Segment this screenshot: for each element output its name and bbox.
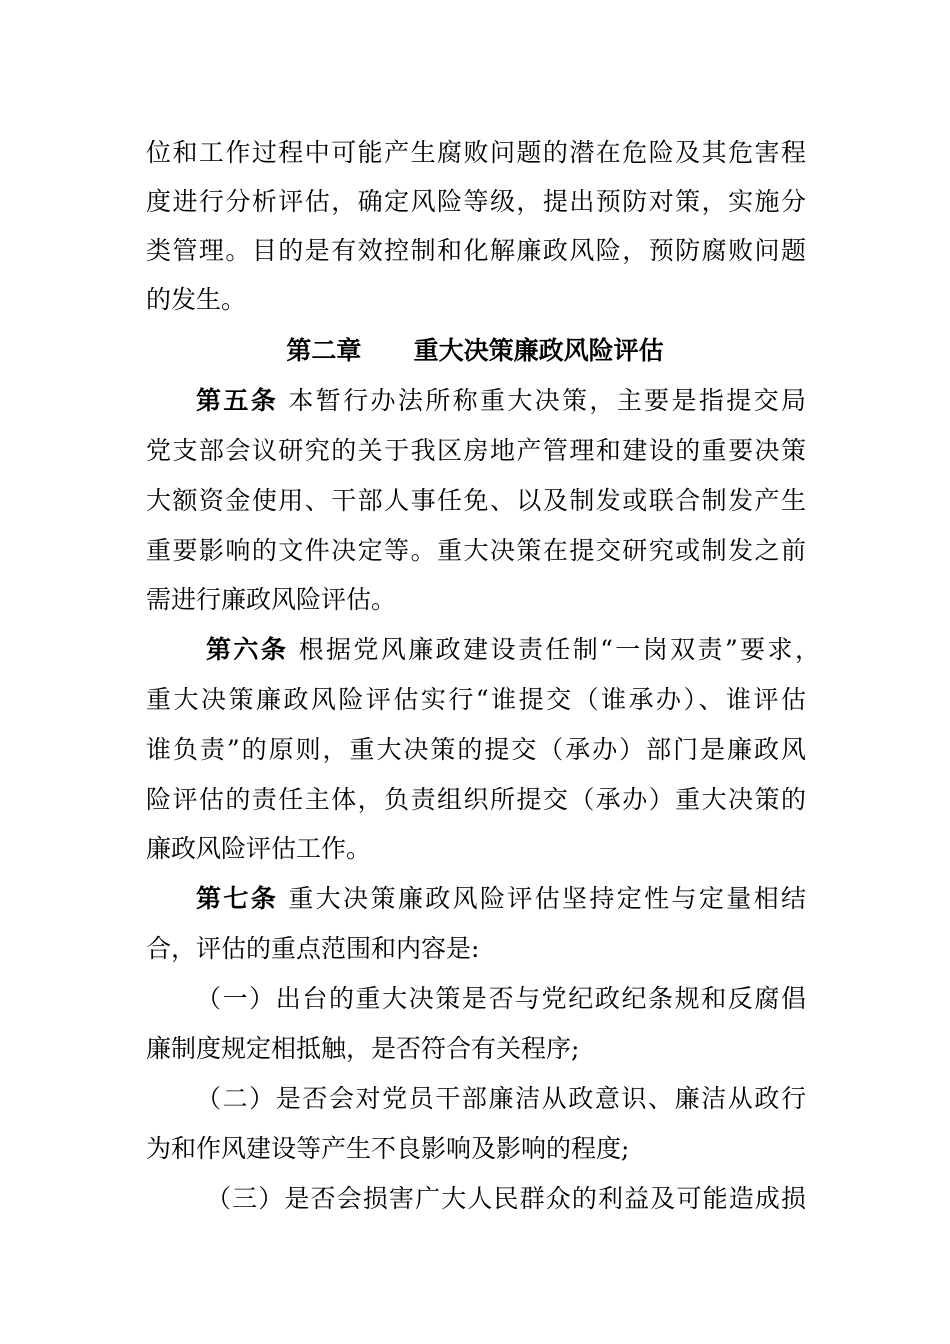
article6-line1: 根据党风廉政建设责任制“一岗双责”要求， — [298, 635, 820, 664]
article7-first-line — [196, 882, 806, 916]
article7-title: 第七条 — [196, 884, 279, 913]
article6-line-2: 重大决策廉政风险评估实行“谁提交（谁承办）、谁评估 — [146, 685, 806, 714]
article6-title: 第六条 — [206, 635, 289, 664]
intro-line-2: 度进行分析评估，确定风险等级，提出预防对策，实施分 — [146, 187, 806, 216]
article6-line-4: 险评估的责任主体，负责组织所提交（承办）重大决策的 — [146, 785, 806, 814]
article5-line-3: 大额资金使用、干部人事任免、以及制发或联合制发产生 — [146, 486, 806, 515]
article5-title: 第五条 — [196, 386, 279, 415]
article5-first-line — [196, 384, 806, 418]
intro-line-3: 类管理。目的是有效控制和化解廉政风险，预防腐败问题 — [146, 236, 806, 265]
item1-line-2: 廉制度规定相抵触，是否符合有关程序; — [146, 1034, 580, 1063]
intro-line-4: 的发生。 — [146, 285, 247, 314]
chapter-label: 第二章 — [286, 336, 362, 365]
chapter-title: 重大决策廉政风险评估 — [413, 336, 664, 365]
article5-line1: 本暂行办法所称重大决策，主要是指提交局 — [288, 386, 806, 415]
article5-line-2: 党支部会议研究的关于我区房地产管理和建设的重要决策 — [146, 436, 806, 465]
article7-line-2: 合，评估的重点范围和内容是: — [146, 934, 480, 963]
item3-line-1: （三）是否会损害广大人民群众的利益及可能造成损 — [206, 1184, 806, 1213]
item2-line-1: （二）是否会对党员干部廉洁从政意识、廉洁从政行 — [196, 1084, 806, 1113]
intro-line-1: 位和工作过程中可能产生腐败问题的潜在危险及其危害程 — [146, 138, 806, 167]
article5-line-5: 需进行廉政风险评估。 — [146, 585, 397, 614]
chapter-heading — [0, 334, 950, 368]
item1-line-1: （一）出台的重大决策是否与党纪政纪条规和反腐倡 — [196, 984, 806, 1013]
article6-first-line — [206, 633, 820, 667]
item2-line-2: 为和作风建设等产生不良影响及影响的程度; — [146, 1134, 630, 1163]
article5-line-4: 重要影响的文件决定等。重大决策在提交研究或制发之前 — [146, 536, 806, 565]
article6-line-5: 廉政风险评估工作。 — [146, 834, 372, 863]
article6-line-3: 谁负责”的原则，重大决策的提交（承办）部门是廉政风 — [146, 735, 806, 764]
article7-line1: 重大决策廉政风险评估坚持定性与定量相结 — [288, 884, 806, 913]
